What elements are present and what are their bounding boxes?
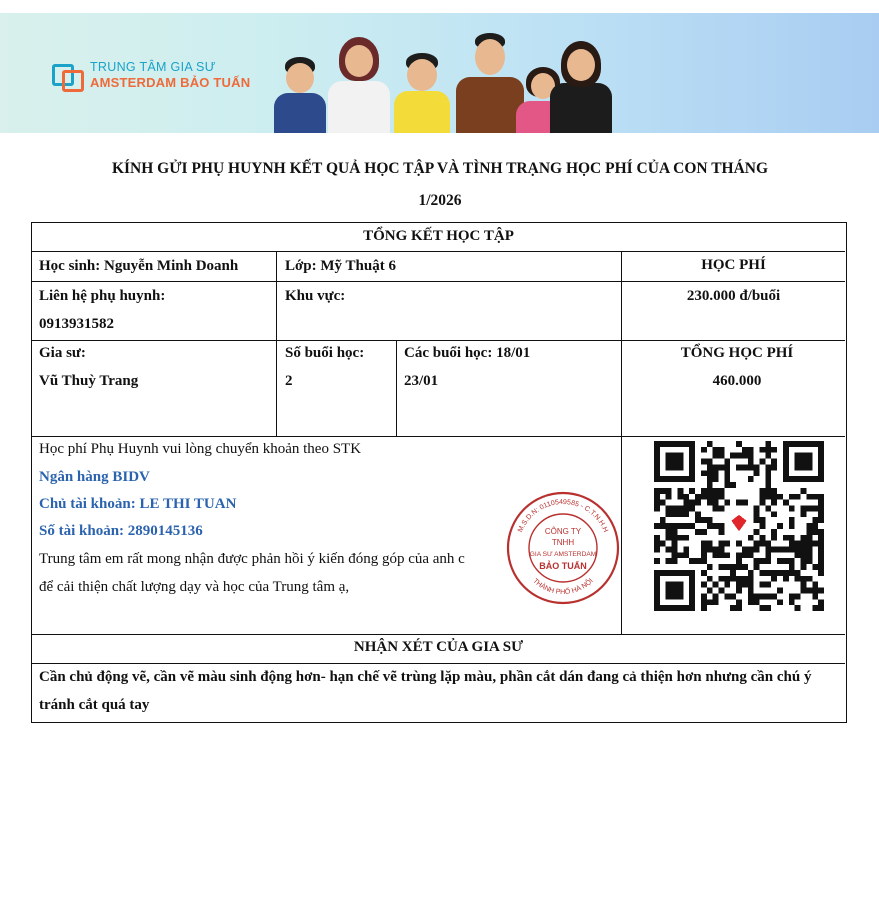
section-title-comments: NHẬN XÉT CỦA GIA SƯ [353, 639, 524, 655]
section-title-summary: TỔNG KẾT HỌC TẬP [363, 228, 514, 244]
class-name: Lớp: Mỹ Thuật 6 [285, 258, 396, 274]
stamp-bottom-text: THÀNH PHỐ HÀ NỘI [531, 577, 595, 597]
parent-phone: 0913931582 [39, 316, 114, 332]
feedback-line2: để cải thiện chất lượng dạy và học của Trung tâm ạ, [39, 579, 350, 595]
account-number: Số tài khoản: 2890145136 [39, 523, 203, 539]
stamp-line3: GIA SƯ AMSTERDAM [529, 551, 597, 558]
session-dates-label: Các buổi học: 18/01 [404, 345, 531, 361]
page-title-month: 1/2026 [418, 192, 462, 209]
banner-photo [272, 33, 612, 133]
account-holder: Chủ tài khoản: LE THI TUAN [39, 496, 237, 512]
logo-line1: TRUNG TÂM GIA SƯ [90, 60, 216, 74]
stamp-outer-text: M.S.D.N: 0110549585 - C.T.N.H.H [517, 498, 609, 534]
fee-per-session: 230.000 đ/buổi [686, 288, 781, 304]
total-fee-value: 460.000 [712, 373, 762, 389]
company-stamp [505, 490, 621, 606]
logo-icon [52, 60, 82, 90]
area-label: Khu vực: [285, 288, 346, 304]
feedback-line1: Trung tâm em rất mong nhận được phản hồi ý kiến đóng góp của anh c [39, 551, 465, 567]
session-dates-cont: 23/01 [404, 373, 439, 389]
sessions-label: Số buổi học: [285, 345, 365, 361]
report-table [31, 222, 847, 723]
total-fee-label: TỔNG HỌC PHÍ [680, 345, 794, 361]
fee-header: HỌC PHÍ [701, 257, 766, 273]
svg-text:THÀNH PHỐ HÀ NỘI [531, 577, 594, 596]
stamp-line1: CÔNG TY [544, 527, 582, 536]
page-title: KÍNH GỬI PHỤ HUYNH KẾT QUẢ HỌC TẬP VÀ TÌNH TRẠNG HỌC PHÍ CỦA CON THÁNG [111, 160, 769, 177]
student-name: Học sinh: Nguyễn Minh Doanh [39, 258, 239, 274]
qr-code [654, 441, 824, 611]
logo-line2: AMSTERDAM BẢO TUẤN [90, 75, 251, 90]
parent-contact-label: Liên hệ phụ huynh: [39, 288, 166, 304]
stamp-line4: BẢO TUẤN [539, 561, 587, 571]
payment-instruction: Học phí Phụ Huynh vui lòng chuyển khoản theo STK [39, 441, 362, 457]
tutor-comment: Cần chủ động vẽ, cần vẽ màu sinh động hơn- hạn chế vẽ trùng lặp màu, phần cắt dán đang cả thiện hơn nhưng cần chú ý tránh cắt quá tay [39, 669, 812, 713]
tutor-name: Vũ Thuỳ Trang [39, 373, 139, 389]
center-logo [52, 60, 250, 90]
bank-name: Ngân hàng BIDV [39, 469, 150, 485]
sessions-count: 2 [285, 373, 293, 389]
header-banner [0, 13, 879, 133]
stamp-line2: TNHH [551, 538, 575, 547]
tutor-label: Gia sư: [39, 345, 86, 361]
